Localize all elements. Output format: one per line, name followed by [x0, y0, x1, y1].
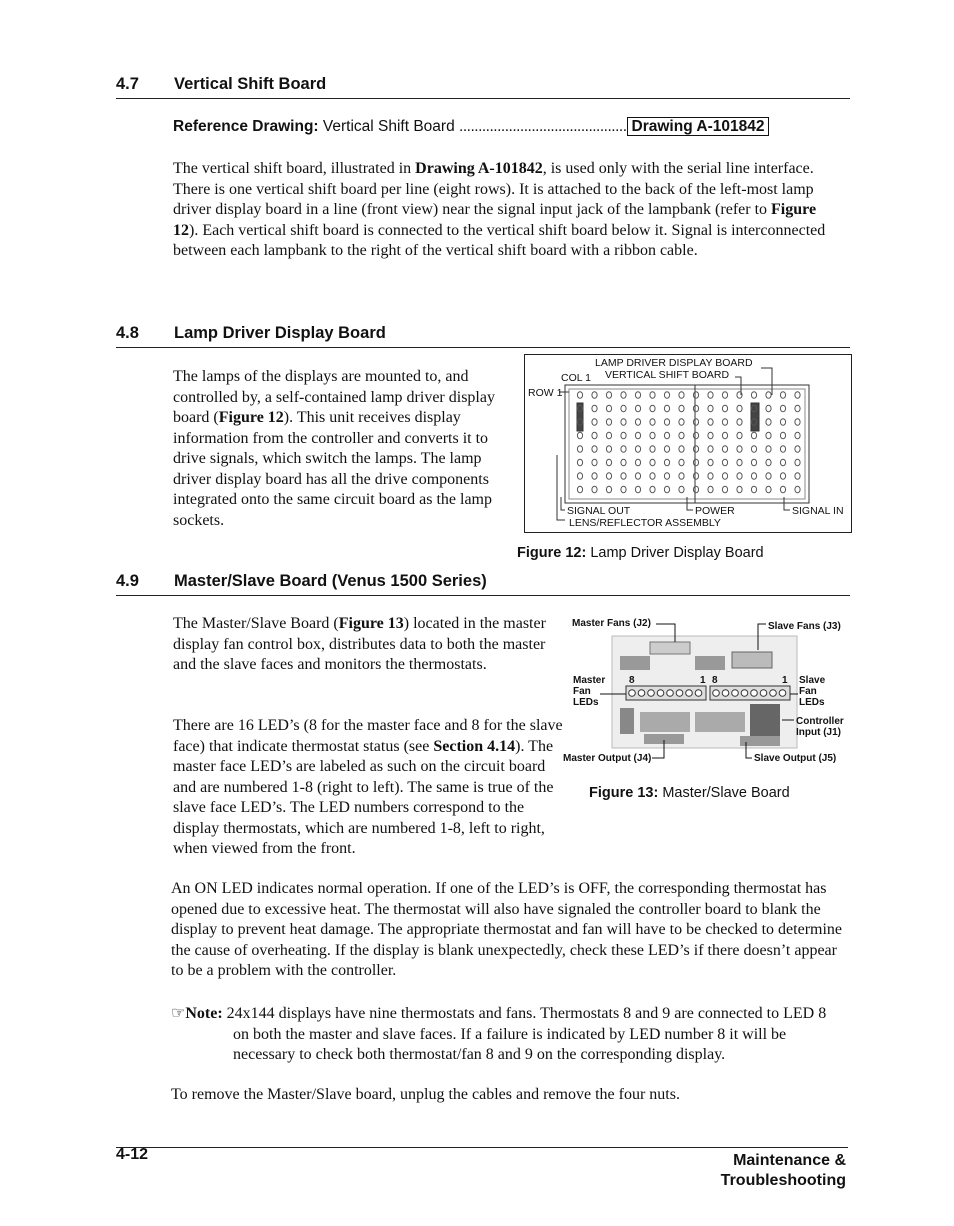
lamp-socket	[592, 486, 597, 492]
lamp-socket	[592, 419, 597, 425]
label-slave-output: Slave Output (J5)	[754, 753, 837, 764]
lamp-socket	[621, 392, 626, 398]
led-indicator	[648, 690, 655, 697]
section-4-8-paragraph: The lamps of the displays are mounted to, and controlled by, a self-contained lamp driver display board (Figure 12). This unit receives display information from the controller and converts it to drive signals, which switch the lamps. The lamp driver display board has all the drive components integrated onto the same circuit board as the lamp sockets.	[173, 368, 495, 529]
lamp-socket	[737, 459, 742, 465]
lamp-socket	[577, 459, 582, 465]
led-indicator	[695, 690, 702, 697]
leader-line	[561, 497, 565, 510]
lamp-socket	[766, 392, 771, 398]
section-4-7-paragraph: The vertical shift board, illustrated in Drawing A-101842, is used only with the serial line interface. There is one vertical shift board per line (eight rows). It is attached to the back of the left-most lamp driver display board in a line (front view) near the signal input jack of the lampbank (refer to Figure 12). Each vertical shift board is connected to the vertical shift board below it. Signal is interconnected between each lampbank to the right of the vertical shift board with a ribbon cable.	[173, 160, 826, 259]
section-4-9-paragraph-1: The Master/Slave Board (Figure 13) located in the master display fan control box, distributes data to both the master and the slave faces and monitors the thermostats.	[173, 615, 546, 673]
lamp-socket	[621, 486, 626, 492]
lamp-socket	[722, 419, 727, 425]
note-block: ☞Note: 24x144 displays have nine thermostats and fans. Thermostats 8 and 9 are connected to LED 8 on both the master and slave faces. If a failure is indicated by LED number 8 it will be necessary to check both thermostat/fan 8 and 9 on the corresponding display.	[171, 1005, 827, 1063]
board-outline	[565, 385, 809, 503]
label-col1: COL 1	[561, 372, 591, 384]
lamp-socket	[722, 432, 727, 438]
lamp-socket	[766, 446, 771, 452]
lamp-socket	[693, 419, 698, 425]
lamp-socket	[780, 419, 785, 425]
lamp-socket	[606, 392, 611, 398]
lamp-socket	[635, 432, 640, 438]
page-number: 4-12	[116, 1146, 149, 1163]
led-indicator	[732, 690, 739, 697]
lamp-socket	[577, 432, 582, 438]
lamp-socket	[737, 432, 742, 438]
lamp-socket	[664, 405, 669, 411]
footer-rule	[116, 1147, 848, 1148]
section-4-9-heading: 4.9 Master/Slave Board (Venus 1500 Series)	[116, 572, 487, 590]
lamp-socket	[722, 405, 727, 411]
lamp-socket	[751, 459, 756, 465]
lamp-socket	[650, 486, 655, 492]
led-number: 8	[629, 675, 635, 686]
figure-12-caption: Figure 12: Lamp Driver Display Board	[517, 545, 764, 561]
lamp-socket	[693, 392, 698, 398]
lamp-socket	[664, 446, 669, 452]
lamp-socket	[766, 473, 771, 479]
lamp-socket	[606, 473, 611, 479]
lamp-socket	[664, 459, 669, 465]
led-indicator	[751, 690, 758, 697]
lamp-socket	[795, 419, 800, 425]
led-indicator	[770, 690, 777, 697]
label-slave-fans: Slave Fans (J3)	[768, 621, 841, 632]
lamp-socket	[606, 432, 611, 438]
lamp-socket	[650, 459, 655, 465]
figure-13-master-slave-board	[560, 612, 850, 770]
lamp-socket	[737, 486, 742, 492]
lamp-socket	[664, 486, 669, 492]
reference-drawing-line: Reference Drawing: Vertical Shift Board ............................................ Drawing A-101842	[173, 118, 769, 136]
section-4-9-paragraph-2: There are 16 LED’s (8 for the master face and 8 for the slave face) that indicate thermostat status (see Section 4.14). The master face LED’s are labeled as such on the circuit board and are numbered 1-8 (right to left). The same is true of the slave face LED’s. The LED numbers correspond to the display thermostats, which are numbered 1-8, left to right, when viewed from the front.	[173, 717, 563, 857]
lamp-socket	[737, 419, 742, 425]
lamp-socket	[592, 392, 597, 398]
lamp-socket	[693, 486, 698, 492]
lamp-socket	[780, 432, 785, 438]
lamp-socket	[621, 432, 626, 438]
lamp-socket	[592, 459, 597, 465]
lamp-socket	[780, 473, 785, 479]
led-indicator	[713, 690, 720, 697]
lamp-socket	[693, 446, 698, 452]
led-indicator	[676, 690, 683, 697]
lamp-socket	[650, 473, 655, 479]
lamp-socket	[577, 473, 582, 479]
lamp-socket	[606, 405, 611, 411]
lamp-socket	[635, 473, 640, 479]
leader-line	[761, 368, 772, 395]
lamp-socket	[708, 432, 713, 438]
lamp-socket	[722, 392, 727, 398]
lamp-socket	[780, 405, 785, 411]
controller-input-connector	[750, 704, 780, 736]
label-row1: ROW 1	[528, 387, 563, 399]
lamp-socket	[708, 446, 713, 452]
lamp-socket	[722, 446, 727, 452]
lamp-socket	[751, 473, 756, 479]
lamp-socket	[693, 473, 698, 479]
lamp-socket	[693, 432, 698, 438]
drawing-reference: Drawing A-101842	[627, 117, 770, 136]
master-fans-connector	[620, 656, 650, 670]
lamp-socket	[693, 405, 698, 411]
lamp-socket	[679, 405, 684, 411]
section-4-8-heading: 4.8 Lamp Driver Display Board	[116, 324, 386, 342]
label-slave-fan-leds: Slave Fan LEDs	[799, 675, 826, 708]
lamp-socket	[737, 473, 742, 479]
lamp-socket	[592, 446, 597, 452]
lamp-socket	[635, 446, 640, 452]
lamp-socket	[737, 405, 742, 411]
lamp-socket	[722, 486, 727, 492]
lamp-socket	[621, 459, 626, 465]
lamp-socket	[737, 446, 742, 452]
led-indicator	[741, 690, 748, 697]
label-master-output: Master Output (J4)	[563, 753, 652, 764]
lamp-socket	[679, 432, 684, 438]
lamp-socket	[795, 405, 800, 411]
lamp-socket	[592, 473, 597, 479]
connector	[751, 403, 759, 431]
section-4-7-heading: 4.7 Vertical Shift Board	[116, 75, 327, 93]
label-master-fan-leds: Master Fan LEDs	[573, 675, 606, 708]
led-indicator	[638, 690, 645, 697]
section-rule	[116, 98, 850, 99]
lamp-socket	[679, 473, 684, 479]
led-number: 1	[782, 675, 788, 686]
lamp-socket	[795, 486, 800, 492]
figure-12-lamp-driver-board	[524, 354, 852, 533]
lamp-socket	[679, 446, 684, 452]
lamp-socket	[621, 473, 626, 479]
led-number: 8	[712, 675, 718, 686]
lamp-socket	[650, 446, 655, 452]
lamp-socket	[664, 432, 669, 438]
label-vertical-shift: VERTICAL SHIFT BOARD	[605, 369, 730, 381]
lamp-socket	[606, 419, 611, 425]
lamp-socket	[766, 486, 771, 492]
lamp-socket	[693, 459, 698, 465]
chapter-title: Maintenance & Troubleshooting	[720, 1152, 846, 1189]
lamp-grid	[577, 392, 800, 493]
lamp-socket	[635, 459, 640, 465]
lamp-socket	[592, 432, 597, 438]
lamp-socket	[795, 446, 800, 452]
lamp-socket	[621, 405, 626, 411]
led-indicator	[779, 690, 786, 697]
lamp-socket	[751, 392, 756, 398]
led-indicator	[629, 690, 636, 697]
lamp-socket	[780, 446, 785, 452]
lamp-socket	[650, 419, 655, 425]
lamp-socket	[780, 459, 785, 465]
lamp-socket	[577, 486, 582, 492]
lamp-socket	[795, 432, 800, 438]
slave-fans-header	[650, 642, 690, 654]
lamp-socket	[577, 392, 582, 398]
lamp-socket	[650, 392, 655, 398]
lamp-socket	[679, 392, 684, 398]
led-number: 1	[700, 675, 706, 686]
lamp-socket	[664, 473, 669, 479]
led-indicator	[657, 690, 664, 697]
lamp-socket	[650, 405, 655, 411]
chip	[640, 712, 690, 732]
lamp-socket	[708, 405, 713, 411]
lamp-socket	[606, 446, 611, 452]
label-lens: LENS/REFLECTOR ASSEMBLY	[569, 517, 721, 529]
lamp-socket	[664, 392, 669, 398]
lamp-socket	[751, 486, 756, 492]
lamp-socket	[577, 446, 582, 452]
slave-fans-connector	[732, 652, 772, 668]
lamp-socket	[780, 392, 785, 398]
label-signal-out: SIGNAL OUT	[567, 505, 631, 517]
lamp-socket	[635, 486, 640, 492]
lamp-socket	[795, 392, 800, 398]
lamp-socket	[679, 419, 684, 425]
lamp-socket	[621, 446, 626, 452]
lamp-socket	[751, 432, 756, 438]
lamp-socket	[635, 419, 640, 425]
lamp-socket	[635, 405, 640, 411]
lamp-socket	[708, 459, 713, 465]
lamp-socket	[592, 405, 597, 411]
section-4-9-paragraph-4: To remove the Master/Slave board, unplug the cables and remove the four nuts.	[171, 1086, 680, 1103]
lamp-socket	[635, 392, 640, 398]
label-lamp-driver: LAMP DRIVER DISPLAY BOARD	[595, 357, 753, 369]
lamp-socket	[708, 419, 713, 425]
led-indicator	[722, 690, 729, 697]
lamp-socket	[766, 459, 771, 465]
lamp-socket	[751, 446, 756, 452]
lamp-socket	[795, 459, 800, 465]
lamp-socket	[664, 419, 669, 425]
lamp-socket	[766, 405, 771, 411]
lamp-socket	[795, 473, 800, 479]
lamp-socket	[708, 392, 713, 398]
section-rule	[116, 347, 850, 348]
lamp-socket	[621, 419, 626, 425]
lamp-socket	[766, 432, 771, 438]
section-rule	[116, 595, 850, 596]
label-master-fans: Master Fans (J2)	[572, 618, 651, 629]
pointing-hand-icon: ☞	[171, 1005, 186, 1022]
chip	[695, 712, 745, 732]
led-indicator	[667, 690, 674, 697]
figure-13-caption: Figure 13: Master/Slave Board	[589, 785, 790, 801]
lamp-socket	[650, 432, 655, 438]
led-indicator	[686, 690, 693, 697]
lamp-socket	[780, 486, 785, 492]
led-indicator	[760, 690, 767, 697]
lamp-socket	[722, 459, 727, 465]
label-signal-in: SIGNAL IN	[792, 505, 844, 517]
component	[620, 708, 634, 734]
lamp-socket	[708, 473, 713, 479]
lamp-socket	[606, 486, 611, 492]
label-controller-input: Controller Input (J1)	[796, 716, 844, 738]
lamp-socket	[679, 459, 684, 465]
lamp-socket	[606, 459, 611, 465]
lamp-socket	[708, 486, 713, 492]
section-4-9-paragraph-3: An ON LED indicates normal operation. If one of the LED’s is OFF, the corresponding thermostat has opened due to excessive heat. The thermostat will also have signaled the controller board to blank the display to prevent heat damage. The appropriate thermostat and fan will have to be checked to determine the cause of overheating. If the display is blank unexpectedly, check these LED’s if there doesn’t appear to be a problem with the controller.	[171, 880, 843, 979]
lamp-socket	[766, 419, 771, 425]
lamp-socket	[722, 473, 727, 479]
label-power: POWER	[695, 505, 735, 517]
master-fans-connector	[695, 656, 725, 670]
lamp-socket	[679, 486, 684, 492]
